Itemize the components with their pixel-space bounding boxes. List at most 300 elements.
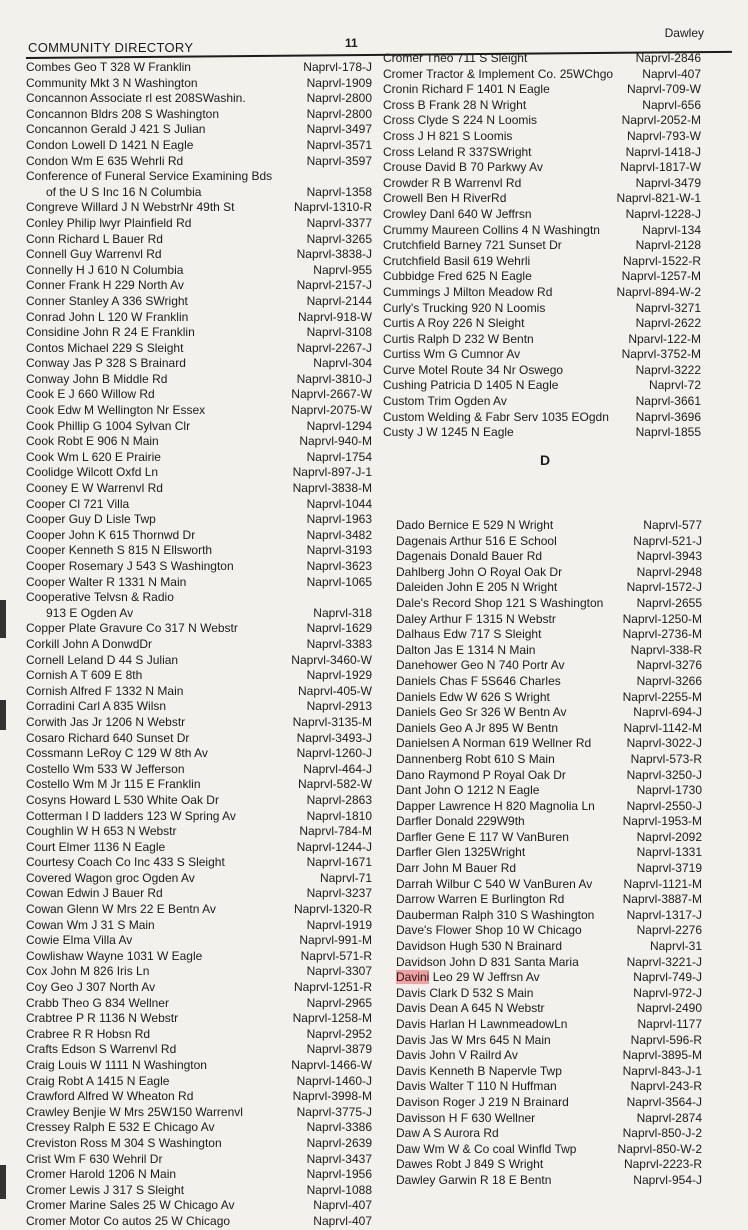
entry-phone: Naprvl-2550-J [626,798,702,813]
entry-phone: Naprvl-1065 [306,574,372,589]
directory-entry [383,347,701,363]
entry-phone: Naprvl-3493-J [296,730,372,745]
entry-name-rest: Leo 29 W Jeffrsn Av [429,970,540,985]
entry-name: Costello Wm 533 W Jefferson [26,761,185,776]
entry-phone: Naprvl-991-M [299,933,372,948]
entry-name: Copper Plate Gravure Co 317 N Webstr [26,621,238,636]
directory-entry [26,1011,372,1027]
entry-name: Dagenais Donald Bauer Rd [396,549,543,564]
directory-entry [396,1048,702,1064]
directory-entry [26,637,372,653]
directory-entry [26,434,372,450]
entry-name: Cummings J Milton Meadow Rd [383,284,553,299]
entry-phone: Naprvl-2863 [306,792,372,807]
entry-phone: Naprvl-1953-M [622,814,702,829]
entry-name: Dado Bernice E 529 N Wright [396,518,554,532]
entry-phone: Naprvl-3271 [635,300,701,315]
entry-phone: Naprvl-3895-M [622,1048,702,1063]
directory-entry [383,410,701,426]
directory-entry [396,1064,702,1080]
entry-phone: Naprvl-577 [643,518,702,532]
entry-name: Cook E J 660 Willow Rd [26,387,155,402]
entry-name: Cook Edw M Wellington Nr Essex [26,403,206,418]
entry-name: Cook Phillip G 1004 Sylvan Clr [26,418,191,433]
directory-entry [26,356,372,372]
entry-phone: Naprvl-1317-J [626,907,702,922]
highlighted-text: Davini [396,970,430,985]
directory-entry [26,372,372,388]
directory-entry [26,1120,372,1136]
entry-name: Davidson John D 831 Santa Maria [396,954,579,969]
directory-entry [26,247,372,263]
entry-phone: Naprvl-3564-J [626,1094,702,1109]
entry-name: Concannon Associate rl est 208SWashin. [26,91,246,106]
binding-mark [0,1165,6,1199]
directory-entry [383,301,701,317]
entry-name: Cornish A T 609 E 8th [26,668,143,683]
entry-name: Cross Leland R 337SWright [383,144,532,159]
entry-name: Crabree R R Hobsn Rd [26,1026,151,1041]
entry-name: Cromer Harold 1206 N Main [26,1167,177,1182]
directory-entry [26,762,372,778]
entry-name: Cosaro Richard 640 Sunset Dr [26,730,190,745]
directory-entry [396,534,702,550]
directory-entry [396,1126,702,1142]
directory-entry [396,1017,702,1033]
entry-phone: Naprvl-573-R [630,751,702,766]
entry-phone: Naprvl-1320-R [293,902,372,917]
entry-name: Cromer Tractor & Implement Co. 25WChgo [383,66,614,81]
directory-entry [383,160,701,176]
entry-name: Conner Frank H 229 North Av [26,278,184,293]
entry-phone: Naprvl-3696 [635,409,701,424]
entry-phone: Naprvl-1929 [306,668,372,683]
entry-name: Cross B Frank 28 N Wright [383,97,527,112]
entry-phone: Naprvl-1142-M [623,720,702,735]
entry-name: 913 E Ogden Av [46,605,134,620]
directory-entry [383,285,701,301]
entry-phone: Naprvl-1572-J [626,580,702,595]
entry-phone: Naprvl-3460-W [291,652,372,667]
entry-name: Curve Motel Route 34 Nr Oswego [383,362,564,377]
directory-entry [396,612,702,628]
entry-phone: Naprvl-2128 [635,238,701,253]
entry-name: Cromer Lewis J 317 S Sleight [26,1182,185,1197]
entry-name: Dale's Record Shop 121 S Washington [396,595,604,610]
entry-name: Cressey Ralph E 532 E Chicago Av [26,1120,215,1135]
entry-name: Considine John R 24 E Franklin [26,325,195,340]
entry-name: Darrah Wilbur C 540 W VanBuren Av [396,876,593,891]
right-column-top [383,51,701,441]
entry-phone: Naprvl-134 [642,222,701,237]
entry-phone: Naprvl-31 [649,939,702,954]
entry-phone: Naprvl-3719 [636,861,702,876]
directory-entry [383,145,701,161]
entry-phone: Naprvl-3221-J [626,954,702,969]
entry-phone: Naprvl-709-W [626,82,701,97]
directory-entry [396,643,702,659]
directory-entry [383,254,701,270]
directory-entry [383,98,701,114]
entry-name: Cooper Kenneth S 815 N Ellsworth [26,543,213,558]
entry-name: Dawley Garwin R 18 E Bentn [396,1172,552,1187]
entry-name: Connell Guy Warrenvl Rd [26,247,162,262]
entry-name: Cooper Cl 721 Villa [26,496,130,511]
entry-name: Crutchfield Barney 721 Sunset Dr [383,238,562,253]
entry-name: Daniels Edw W 626 S Wright [396,689,550,704]
directory-entry [383,316,701,332]
entry-name: Cook Wm L 620 E Prairie [26,449,161,464]
entry-phone: Naprvl-3108 [306,325,372,340]
entry-phone: Naprvl-2655 [636,595,702,610]
entry-name: Cooper Rosemary J 543 S Washington [26,559,234,573]
entry-name: Custom Trim Ogden Av [383,394,507,409]
entry-name: Daniels Chas F 5S646 Charles [396,673,561,688]
directory-entry [26,824,372,840]
entry-phone: Naprvl-2800 [306,106,372,121]
directory-entry [396,1157,702,1173]
entry-phone: Naprvl-318 [313,605,372,620]
entry-phone: Naprvl-1257-M [621,269,701,284]
directory-entry [396,627,702,643]
entry-phone: Naprvl-694-J [633,705,702,720]
entry-phone: Naprvl-1671 [306,855,372,870]
directory-entry [396,518,702,534]
entry-phone: Naprvl-2639 [306,1135,372,1150]
entry-name: Conrad John L 120 W Franklin [26,309,189,324]
entry-phone: Naprvl-3265 [306,231,372,246]
entry-name: Crawley Benjie W Mrs 25W150 Warrenvl [26,1104,243,1119]
directory-entry [26,543,372,559]
entry-name: Conway John B Middle Rd [26,371,168,386]
left-column [26,60,372,1230]
directory-entry [383,82,701,98]
entry-name: Dave's Flower Shop 10 W Chicago [396,923,582,938]
entry-phone: Naprvl-3887-M [622,892,702,907]
entry-name: Cowan Wm J 31 S Main [26,917,155,932]
entry-name: Crutchfield Basil 619 Wehrli [383,253,531,268]
entry-phone: Naprvl-3022-J [626,736,702,751]
entry-name: Cowan Glenn W Mrs 22 E Bentn Av [26,902,216,917]
entry-name: Darfler Gene E 117 W VanBuren [396,829,569,844]
directory-entry [396,986,702,1002]
directory-entry [396,705,702,721]
entry-name: Cotterman I D ladders 123 W Spring Av [26,808,236,823]
entry-name: Cromer Marine Sales 25 W Chicago Av [26,1198,235,1213]
directory-entry [383,129,701,145]
entry-name: Crouse David B 70 Parkwy Av [383,160,543,175]
directory-entry [396,690,702,706]
directory-entry [383,425,701,441]
entry-name: Coolidge Wilcott Oxfd Ln [26,465,159,480]
directory-entry [26,793,372,809]
entry-phone: Naprvl-464-J [303,761,372,776]
entry-name: Condon Lowell D 1421 N Eagle [26,137,194,152]
entry-phone: Naprvl-3479 [635,175,701,190]
entry-name: Dant John O 1212 N Eagle [396,783,540,798]
entry-name: Cox John M 826 Iris Ln [26,964,150,979]
directory-entry [26,107,372,123]
entry-phone: Naprvl-3943 [636,549,702,564]
directory-entry [26,699,372,715]
entry-phone: Naprvl-1044 [306,496,372,511]
entry-phone: Naprvl-3571 [306,137,372,152]
directory-entry [26,777,372,793]
entry-phone: Naprvl-2223-R [623,1157,702,1172]
directory-entry [26,294,372,310]
entry-name: Coy Geo J 307 North Av [26,980,156,995]
entry-name: Concannon Gerald J 421 S Julian [26,122,206,137]
directory-entry [26,1074,372,1090]
entry-name: Crafts Edson S Warrenvl Rd [26,1042,177,1057]
entry-phone: Naprvl-1956 [306,1167,372,1182]
entry-name: Crowell Ben H RiverRd [383,191,507,206]
entry-name: Contos Michael 229 S Sleight [26,340,184,355]
entry-phone: Naprvl-1258-M [292,1011,372,1026]
directory-entry [396,674,702,690]
entry-phone: Naprvl-3775-J [296,1104,372,1119]
directory-entry [26,918,372,934]
entry-name: Custy J W 1245 N Eagle [383,425,514,440]
entry-name: Dawes Robt J 849 S Wright [396,1157,544,1172]
directory-entry [396,1079,702,1095]
directory-entry [383,332,701,348]
entry-phone: Naprvl-1310-R [293,200,372,215]
entry-name: Conner Stanley A 336 SWright [26,293,188,308]
directory-entry [26,980,372,996]
directory-entry [26,341,372,357]
entry-name: Curtis Ralph D 232 W Bentn [383,331,534,346]
directory-entry [26,387,372,403]
entry-name: Daniels Geo Sr 326 W Bentn Av [396,705,567,720]
directory-entry [26,1027,372,1043]
entry-phone: Naprvl-407 [313,1198,372,1213]
directory-entry [26,653,372,669]
entry-phone: Naprvl-1629 [306,621,372,636]
entry-phone: Naprvl-2052-M [621,113,701,128]
entry-phone: Naprvl-71 [319,870,372,885]
directory-entry [396,1173,702,1189]
entry-name: Costello Wm M Jr 115 E Franklin [26,777,201,792]
entry-name: Creviston Ross M 304 S Washington [26,1135,222,1150]
entry-name: Cowan Edwin J Bauer Rd [26,886,163,901]
entry-name: Community Mkt 3 N Washington [26,75,198,90]
directory-entry [26,855,372,871]
entry-phone: Naprvl-3838-M [292,481,372,496]
directory-entry [396,658,702,674]
entry-name: Crawford Alfred W Wheaton Rd [26,1089,194,1104]
entry-phone: Naprvl-897-J-1 [292,465,372,480]
directory-entry [26,310,372,326]
entry-phone: Naprvl-407 [313,1213,372,1228]
directory-entry [26,200,372,216]
entry-phone: Naprvl-2667-W [291,387,372,402]
entry-phone: Naprvl-1244-J [296,839,372,854]
entry-phone: Naprvl-3597 [306,153,372,168]
entry-phone: Naprvl-2092 [636,829,702,844]
entry-phone: Naprvl-972-J [633,985,702,1000]
directory-entry [26,419,372,435]
directory-entry [26,465,372,481]
entry-name: Cromer Theo 711 S Sleight [383,51,528,65]
directory-entry [383,269,701,285]
directory-entry [383,176,701,192]
entry-phone: Naprvl-3623 [306,559,372,573]
entry-name: Danielsen A Norman 619 Wellner Rd [396,736,592,751]
entry-name: Concannon Bldrs 208 S Washington [26,106,220,121]
directory-entry [26,325,372,341]
binding-mark [0,700,6,730]
entry-name: Cushing Patricia D 1405 N Eagle [383,378,559,393]
entry-name: Cooper Walter R 1331 N Main [26,574,187,589]
directory-entry [396,1142,702,1158]
entry-phone: Naprvl-918-W [297,309,372,324]
directory-entry [383,191,701,207]
entry-phone: Naprvl-3838-J [296,247,372,262]
directory-entry [396,549,702,565]
entry-phone: Naprvl-2736-M [622,627,702,642]
entry-name: Davis Kenneth B Napervle Twp [396,1063,562,1078]
entry-name: Corwith Jas Jr 1206 N Webstr [26,714,186,729]
page-header-title: COMMUNITY DIRECTORY [28,40,194,55]
entry-name: Cooperative Telvsn & Radio [26,590,174,605]
entry-name: Crummy Maureen Collins 4 N Washingtn [383,222,600,237]
entry-phone: Naprvl-1909 [306,75,372,90]
entry-phone: Naprvl-2144 [306,293,372,308]
entry-phone: Nparvl-122-M [628,331,701,346]
entry-phone: Naprvl-3998-M [292,1089,372,1104]
directory-entry [26,232,372,248]
entry-name: Daleiden John E 205 N Wright [396,580,558,595]
guide-word: Dawley [664,26,704,40]
directory-entry [396,908,702,924]
entry-name: Davis Clark D 532 S Main [396,985,534,1000]
entry-phone: Naprvl-2157-J [296,278,372,293]
directory-entry [396,845,702,861]
entry-name: Cubbidge Fred 625 N Eagle [383,269,532,284]
entry-name: Cowie Elma Villa Av [26,933,133,948]
entry-name: Crowley Danl 640 W Jeffrsn [383,206,532,221]
entry-phone: Naprvl-2952 [306,1026,372,1041]
directory-entry [26,450,372,466]
directory-entry [26,964,372,980]
entry-name: Condon Wm E 635 Wehrli Rd [26,153,184,168]
directory-entry [26,1136,372,1152]
entry-phone: Naprvl-1228-J [625,206,701,221]
directory-entry [26,1167,372,1183]
directory-entry [26,138,372,154]
entry-name: Davis Dean A 645 N Webstr [396,1001,545,1016]
entry-phone: Naprvl-571-R [300,948,372,963]
entry-phone: Naprvl-3386 [306,1120,372,1135]
entry-name: Dano Raymond P Royal Oak Dr [396,767,566,782]
entry-phone: Naprvl-1817-W [620,160,701,175]
directory-entry [26,1183,372,1199]
entry-name: Covered Wagon groc Ogden Av [26,870,195,885]
entry-name: Davisson H F 630 Wellner [396,1110,536,1125]
entry-phone: Naprvl-338-R [630,642,702,657]
entry-phone: Naprvl-582-W [297,777,372,792]
entry-phone: Naprvl-1730 [636,783,702,798]
entry-phone: Naprvl-407 [642,66,701,81]
entry-phone: Naprvl-243-R [630,1079,702,1094]
directory-entry [396,1033,702,1049]
directory-entry [396,752,702,768]
directory-entry [383,113,701,129]
entry-phone: Naprvl-3810-J [296,371,372,386]
directory-entry [26,169,372,185]
directory-entry [396,877,702,893]
entry-phone: Naprvl-1522-R [622,253,701,268]
directory-entry [26,871,372,887]
page-number: 11 [345,36,358,50]
entry-name: Cooper Guy D Lisle Twp [26,512,156,527]
entry-phone: Naprvl-2948 [636,564,702,579]
entry-phone: Naprvl-1460-J [296,1073,372,1088]
directory-entry [396,736,702,752]
entry-phone: Naprvl-1963 [306,512,372,527]
entry-phone: Naprvl-1088 [306,1182,372,1197]
entry-name: Conway Jas P 328 S Brainard [26,356,186,371]
directory-entry [383,223,701,239]
entry-name: Dahlberg John O Royal Oak Dr [396,564,563,579]
entry-name: Conn Richard L Bauer Rd [26,231,163,246]
entry-name: Cromer Motor Co autos 25 W Chicago [26,1213,231,1228]
directory-entry [26,715,372,731]
directory-entry [26,403,372,419]
entry-name: Conley Philip lwyr Plainfield Rd [26,215,192,230]
entry-phone: Naprvl-2874 [636,1110,702,1125]
entry-phone: Naprvl-2267-J [296,340,372,355]
directory-entry [396,814,702,830]
entry-phone: Naprvl-304 [313,356,372,371]
entry-phone: Naprvl-596-R [630,1032,702,1047]
directory-entry [396,1111,702,1127]
directory-entry [26,512,372,528]
directory-entry [396,721,702,737]
entry-name: Davidson Hugh 530 N Brainard [396,939,563,954]
entry-phone: Naprvl-3497 [306,122,372,137]
directory-entry [26,575,372,591]
entry-name: Courtesy Coach Co Inc 433 S Sleight [26,855,225,870]
entry-phone: Naprvl-2846 [635,51,701,65]
directory-entry [26,668,372,684]
entry-name: Davison Roger J 219 N Brainard [396,1094,569,1109]
directory-entry [383,67,701,83]
directory-entry [26,60,372,76]
entry-name: Cornish Alfred F 1332 N Main [26,683,184,698]
entry-name: Darfler Glen 1325Wright [396,845,526,860]
entry-name: Darrow Warren E Burlington Rd [396,892,565,907]
entry-phone: Naprvl-3437 [306,1151,372,1166]
entry-phone: Naprvl-2800 [306,91,372,106]
entry-phone: Naprvl-749-J [633,970,702,985]
entry-name: Crabtree P R 1136 N Webstr [26,1011,179,1026]
entry-phone: Naprvl-2276 [636,923,702,938]
entry-name: Darfler Donald 229W9th [396,814,525,829]
entry-name: Curly's Trucking 920 N Loomis [383,300,546,315]
entry-phone: Naprvl-784-M [299,824,372,839]
entry-phone: Naprvl-955 [313,262,372,277]
entry-phone: Naprvl-940-M [299,434,372,449]
entry-phone: Naprvl-1251-R [293,980,372,995]
entry-phone: Naprvl-72 [648,378,701,393]
directory-entry [26,746,372,762]
entry-phone: Naprvl-521-J [633,533,702,548]
entry-phone: Naprvl-405-W [297,683,372,698]
entry-phone: Naprvl-850-W-2 [617,1141,702,1156]
entry-name [396,970,540,986]
